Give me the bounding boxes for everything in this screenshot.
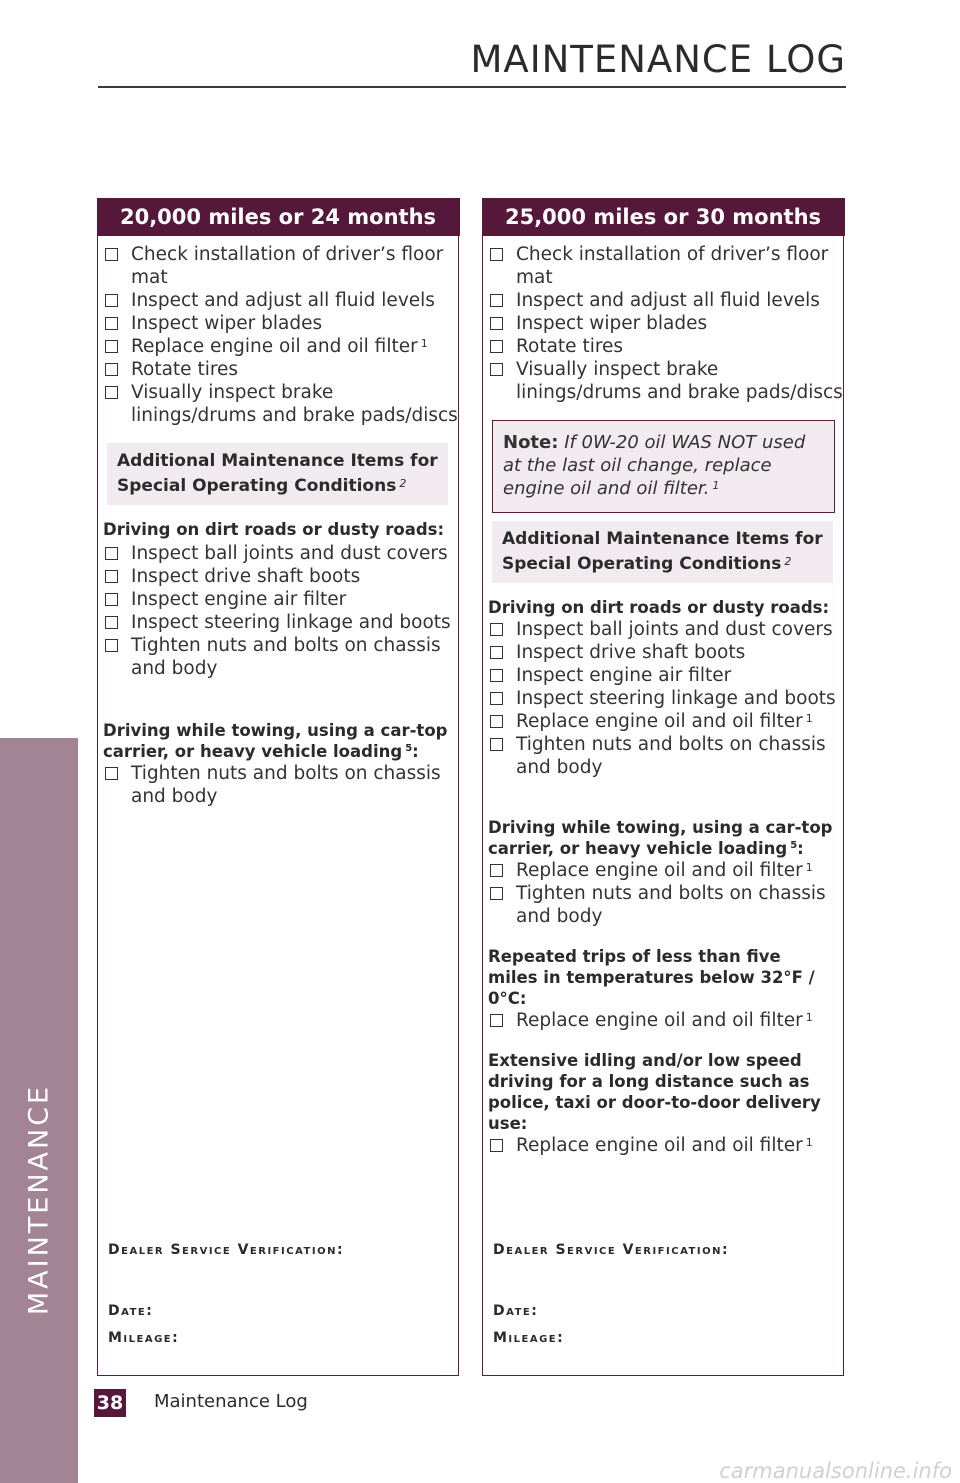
checklist-item[interactable]: Replace engine oil and oil filter $^1$ [103,335,458,358]
dealer-verification-label: Dealer Service Verification: [108,1242,345,1258]
checklist-item[interactable]: Tighten nuts and bolts on chassis and body [488,733,843,779]
checklist-item[interactable]: Inspect and adjust all fluid levels [103,289,458,312]
checkbox[interactable] [490,1014,503,1027]
interval-card-25000 [482,198,844,1376]
checkbox[interactable] [105,767,118,780]
checkbox[interactable] [105,294,118,307]
checklist-item[interactable]: Check installation of driver’s floor mat [103,243,458,289]
checklist-item[interactable]: Rotate tires [488,335,843,358]
mileage-label: Mileage: [493,1330,565,1346]
condition-heading-short-trips: Repeated trips of less than five miles in temperatures below 32°F / 0°C: [488,947,815,1008]
checkbox[interactable] [105,317,118,330]
note-label: Note: [503,432,559,453]
checklist-item[interactable]: Inspect drive shaft boots [103,565,458,588]
checkbox[interactable] [490,623,503,636]
checklist-item[interactable]: Visually inspect brake linings/drums and brake pads/discs [488,358,843,404]
checkbox[interactable] [105,547,118,560]
interval-header: 20,000 miles or 24 months [97,198,460,236]
checkbox[interactable] [105,363,118,376]
page-title: MAINTENANCE LOG [470,38,846,81]
checklist-item[interactable]: Inspect drive shaft boots [488,641,843,664]
checkbox[interactable] [490,646,503,659]
checkbox[interactable] [105,340,118,353]
interval-header: 25,000 miles or 30 months [482,198,845,236]
checklist-item[interactable]: Inspect engine air filter [103,588,458,611]
checkbox[interactable] [105,570,118,583]
checklist-item[interactable]: Inspect steering linkage and boots [488,687,843,710]
footer-section-label: Maintenance Log [154,1391,308,1412]
checklist-item[interactable]: Replace engine oil and oil filter $^1$ [488,1134,843,1157]
checklist-item[interactable]: Inspect engine air filter [488,664,843,687]
checklist-item[interactable]: Rotate tires [103,358,458,381]
title-rule [98,86,846,88]
date-label: Date: [493,1303,539,1319]
oil-note-box: Note: If 0W-20 oil WAS NOT used at the last oil change, replace engine oil and oil filter. $^1$ [492,420,835,513]
condition-heading-dirt: Driving on dirt roads or dusty roads: [103,520,445,539]
checklist-item[interactable]: Inspect and adjust all fluid levels [488,289,843,312]
checkbox[interactable] [105,616,118,629]
checklist-item[interactable]: Inspect ball joints and dust covers [488,618,843,641]
additional-items-box: Additional Maintenance Items for Special Operating Conditions $^2$ [492,521,833,583]
condition-heading-towing: Driving while towing, using a car-top carrier, or heavy vehicle loading $^5$: [103,721,448,761]
date-label: Date: [108,1303,154,1319]
checkbox[interactable] [490,1139,503,1152]
checkbox[interactable] [490,317,503,330]
checkbox[interactable] [490,294,503,307]
note-text: If 0W-20 oil WAS NOT used at the last oil change, replace engine oil and oil filter. [503,432,806,499]
checklist-item[interactable]: Inspect wiper blades [103,312,458,335]
checklist-item[interactable]: Visually inspect brake linings/drums and brake pads/discs [103,381,458,427]
checkbox[interactable] [105,593,118,606]
mileage-label: Mileage: [108,1330,180,1346]
checkbox[interactable] [105,386,118,399]
checkbox[interactable] [490,692,503,705]
side-tab [0,738,78,1483]
checklist-item[interactable]: Inspect ball joints and dust covers [103,542,458,565]
checklist-item[interactable]: Tighten nuts and bolts on chassis and body [103,634,458,680]
checklist-item[interactable]: Replace engine oil and oil filter $^1$ [488,859,843,882]
checklist-item[interactable]: Tighten nuts and bolts on chassis and body [488,882,843,928]
checklist-item[interactable]: Inspect steering linkage and boots [103,611,458,634]
checklist-item[interactable]: Replace engine oil and oil filter $^1$ [488,1009,843,1032]
footnote-ref: 1 [420,337,428,350]
watermark: carmanualsonline.info [719,1459,952,1483]
interval-card-20000 [97,198,459,1376]
checklist-item[interactable]: Replace engine oil and oil filter $^1$ [488,710,843,733]
checklist-item[interactable]: Tighten nuts and bolts on chassis and body [103,762,458,808]
condition-heading-idling: Extensive idling and/or low speed driving for a long distance such as police, taxi or door-to-door delivery use: [488,1051,821,1133]
checkbox[interactable] [490,738,503,751]
checkbox[interactable] [490,363,503,376]
side-tab-label: MAINTENANCE [23,1083,55,1316]
checkbox[interactable] [490,887,503,900]
condition-heading-towing: Driving while towing, using a car-top carrier, or heavy vehicle loading $^5$: [488,818,833,858]
page-number: 38 [94,1389,126,1417]
checkbox[interactable] [490,864,503,877]
checkbox[interactable] [490,669,503,682]
interval-body [483,236,843,1376]
checkbox[interactable] [490,340,503,353]
checkbox[interactable] [105,248,118,261]
additional-items-box: Additional Maintenance Items for Special Operating Conditions $^2$ [107,443,448,505]
checklist-item[interactable]: Check installation of driver’s floor mat [488,243,843,289]
checkbox[interactable] [105,639,118,652]
checklist-item[interactable]: Inspect wiper blades [488,312,843,335]
interval-body [98,236,458,1376]
dealer-verification-label: Dealer Service Verification: [493,1242,730,1258]
checkbox[interactable] [490,715,503,728]
condition-heading-dirt: Driving on dirt roads or dusty roads: [488,598,830,617]
checkbox[interactable] [490,248,503,261]
